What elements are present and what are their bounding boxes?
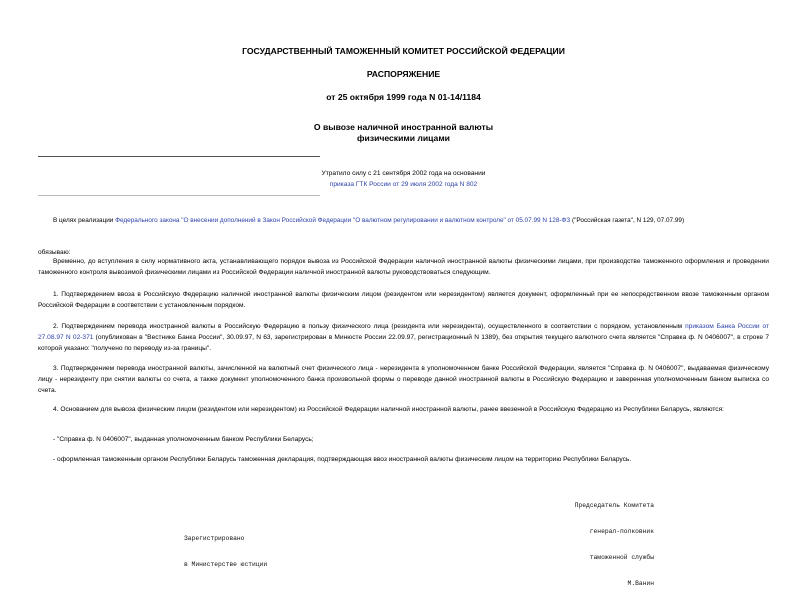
signature-block xyxy=(538,485,654,597)
divider-bottom xyxy=(38,195,320,196)
agency-title: ГОСУДАРСТВЕННЫЙ ТАМОЖЕННЫЙ КОМИТЕТ РОССИЙСКОЙ ФЕДЕРАЦИИ xyxy=(242,46,565,56)
intro-text: В целях реализации xyxy=(53,217,116,224)
item-2-text: 2. Подтверждением перевода иностранной валюты в Российскую Федерацию в пользу физического лица (резидента или нерезидента), осуществленного в соответствии с порядком, установленным xyxy=(53,323,686,330)
bullet-2: - оформленная таможенным органом Республики Беларусь таможенная декларация, подтверждающая ввоз иностранной валюты физическим лицом на территорию Республики Беларусь. xyxy=(53,456,632,463)
divider-top xyxy=(38,156,320,157)
item-4: 4. Основанием для вывоза физическим лицом (резидентом или нерезидентом) из Российской Федерации наличной иностранной валюты, ранее ввезенной в Российскую Федерацию из Республики Беларусь, являются: xyxy=(53,406,725,413)
intro-source: ("Российская газета", N 129, 07.07.99) xyxy=(570,217,685,224)
item-2 xyxy=(38,321,769,354)
registration-line1: Зарегистрировано xyxy=(184,535,245,543)
status-line: Утратило силу с 21 сентября 2002 года на основании xyxy=(321,170,486,177)
item-2-rest: (опубликован в "Вестнике Банка России", 30.09.97, N 63, зарегистрирован в Минюсте России 22.09.97, регистрационный N 1389), без открытия текущего валютного счета является "Справка ф. N 0406007", в строке 7 которой указано: "получено по переводу из-за границы". xyxy=(38,334,769,352)
federal-law-link[interactable]: Федерального закона "О внесении дополнений в Закон Российской Федерации "О валютном регулировании и валютном контроле" от 05.07.99 N 128-ФЗ xyxy=(115,217,571,224)
bullet-1: - "Справка ф. N 0406007", выданная уполномоченным банком Республики Беларусь; xyxy=(53,436,314,443)
doc-subject-line1: О вывозе наличной иностранной валюты xyxy=(313,122,494,132)
signature-title: Председатель Комитета xyxy=(574,502,654,510)
item-1: 1. Подтверждением ввоза в Российскую Федерацию наличной иностранной валюты физическим лицом (резидентом или нерезидентом) является документ, оформленный при ее непосредственном ввозе таможенным органом Российской Федерации в соответствии с установленным порядком. xyxy=(38,291,769,309)
registration-note xyxy=(184,518,267,578)
doc-date-number: от 25 октября 1999 года N 01-14/1184 xyxy=(326,92,481,102)
status-repeal-link[interactable]: приказа ГТК России от 29 июля 2002 года N 802 xyxy=(329,181,478,188)
signature-service: таможенной службы xyxy=(589,553,654,561)
doc-subject-line2: физическими лицами xyxy=(357,133,450,143)
bank-order-link[interactable]: приказом Банка России от 27.08.97 N 02-371 xyxy=(38,323,769,341)
registration-line2: в Министерстве юстиции xyxy=(184,560,268,568)
item-3: 3. Подтверждением перевода иностранной валюты, зачисленной на валютный счет физического лица - нерезидента в уполномоченном банке Российской Федерации, является "Справка ф. N 0406007", выдаваемая физическому лицу - нерезиденту при снятии валюты со счета, а также документ уполномоченного банка произвольной формы о переводе данной иностранной валюты в Российскую Федерацию и заверенная уполномоченным банком выписка со счета. xyxy=(38,365,769,394)
lead-paragraph: Временно, до вступления в силу нормативного акта, устанавливающего порядок вывоза из Российской Федерации наличной иностранной валюты физическими лицами, при производстве таможенного оформления и проведении таможенного контроля вывозимой физическими лицами из Российской Федерации наличной иностранной валюты руководствоваться следующим. xyxy=(38,258,769,276)
doc-type: РАСПОРЯЖЕНИЕ xyxy=(366,69,441,79)
signature-rank: генерал-полковник xyxy=(589,527,654,535)
intro-paragraph xyxy=(53,215,773,226)
signature-name: М.Ванин xyxy=(627,579,654,587)
obligate-text: обязываю: xyxy=(38,249,71,256)
